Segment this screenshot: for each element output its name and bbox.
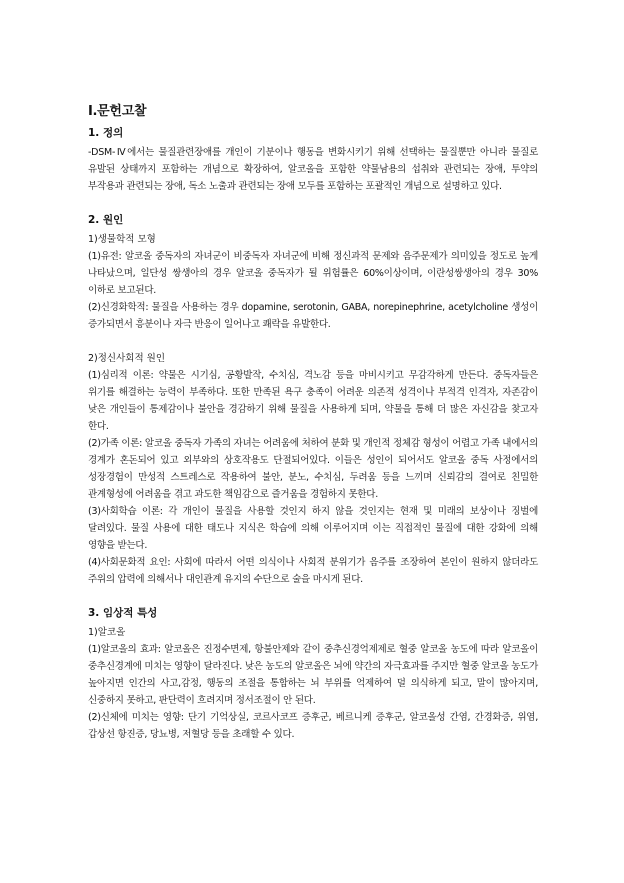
definition-paragraph: -DSM-Ⅳ에서는 물질관련장애를 개인이 기분이나 행동을 변화시키기 위해 선택하는 물질뿐만 아니라 물질로 유발된 상태까지 포함하는 개념으로 확장하여, 알코올을 포함한 약물남용의 섭취와 관련되는 장애, 투약의 부작용과 관련되는 장애, 독소 노출과 관련되는 장애 모두를 포함하는 포괄적인 개념으로 설명하고 있다. bbox=[88, 147, 538, 192]
family-theory-paragraph: (2)가족 이론: 알코올 중독자 가족의 자녀는 어려움에 처하여 분화 및 개인적 정체감 형성이 어렵고 가족 내에서의 경계가 혼돈되어 있고 외부와의 상호작용도 단절되어있다. 이들은 성인이 되어서도 알코올 중독 사정에서의 성장경험이 만성적 스트레스로 작용하여 불안, 분노, 수치심, 두려움 등을 느끼며 신뢰감의 결여로 친밀한 관계형성에 어려움을 겪고 과도한 책임감으로 즐거움을 경험하지 못한다. bbox=[88, 438, 538, 500]
section-cause-title: 2. 원인 bbox=[88, 214, 124, 226]
section-definition-title: 1. 정의 bbox=[88, 127, 124, 139]
section-clinical-title: 3. 임상적 특성 bbox=[88, 607, 158, 619]
genetic-paragraph: (1)유전: 알코올 중독자의 자녀군이 비중독자 자녀군에 비해 정신과적 문제와 음주문제가 의미있을 정도로 높게 나타났으며, 일단성 쌍생아의 경우 알코올 중독자가 될 위험률은 60%이상이며, 이란성쌍생아의 경우 30% 이하로 보고된다. bbox=[88, 251, 538, 296]
alcohol-effect-paragraph: (1)알코올의 효과: 알코올은 진정수면제, 항불안제와 같이 중추신경억제제로 혈중 알코올 농도에 따라 알코올이 중추신경계에 미치는 영향이 달라진다. 낮은 농도의 알코올은 뇌에 약간의 자극효과를 주지만 혈중 알코올 농도가 높아지면 인간의 사고,감정, 행동의 조절을 통합하는 뇌 부위를 억제하여 덜 의식하게 되고, 말이 많아지며, 신중하지 못하고, 판단력이 흐려지며 정서조절이 안 된다. bbox=[88, 644, 538, 706]
learning-theory-paragraph: (3)사회학습 이론: 각 개인이 물질을 사용할 것인지 하지 않을 것인지는 현재 및 미래의 보상이나 징벌에 달려있다. 물질 사용에 대한 태도나 지식은 학습에 의해 이루어지며 이는 직접적인 물질에 대한 강화에 의해 영향을 받는다. bbox=[88, 506, 538, 551]
psychosocial-heading: 2)정신사회적 원인 bbox=[88, 353, 166, 364]
alcohol-heading: 1)알코올 bbox=[88, 627, 126, 638]
body-effect-paragraph: (2)신체에 미치는 영향: 단기 기억상실, 코르사코프 증후군, 베르니케 증후군, 알코올성 간염, 간경화증, 위염, 갑상선 항진증, 당뇨병, 저혈당 등을 초래할 수 있다. bbox=[88, 712, 538, 740]
bio-model-heading: 1)생물학적 모형 bbox=[88, 234, 156, 245]
psych-theory-paragraph: (1)심리적 이론: 약물은 시기심, 공황발작, 수치심, 격노감 등을 마비시키고 무감각하게 만든다. 중독자들은 위기를 해결하는 능력이 부족하다. 또한 만족된 욕구 충족이 어려운 의존적 성격이나 부적격 인격자, 자존감이 낮은 개인들이 통제감이나 불안을 경감하기 위해 물질을 사용하게 되며, 약물을 통해 더 많은 자신감을 찾고자 한다. bbox=[88, 370, 538, 432]
chapter-title: Ⅰ.문헌고찰 bbox=[88, 104, 147, 119]
neurochem-paragraph: (2)신경화학적: 물질을 사용하는 경우 dopamine, serotonin, GABA, norepinephrine, acetylcholine 생성이 증가되면서 흥분이나 자극 반응이 일어나고 쾌락을 유발한다. bbox=[88, 302, 538, 330]
culture-factor-paragraph: (4)사회문화적 요인: 사회에 따라서 어떤 의식이나 사회적 분위기가 음주를 조장하여 본인이 원하지 않더라도 주위의 압력에 의해서나 대인관계 유지의 수단으로 술을 마시게 된다. bbox=[88, 557, 538, 585]
document-body bbox=[88, 100, 538, 743]
